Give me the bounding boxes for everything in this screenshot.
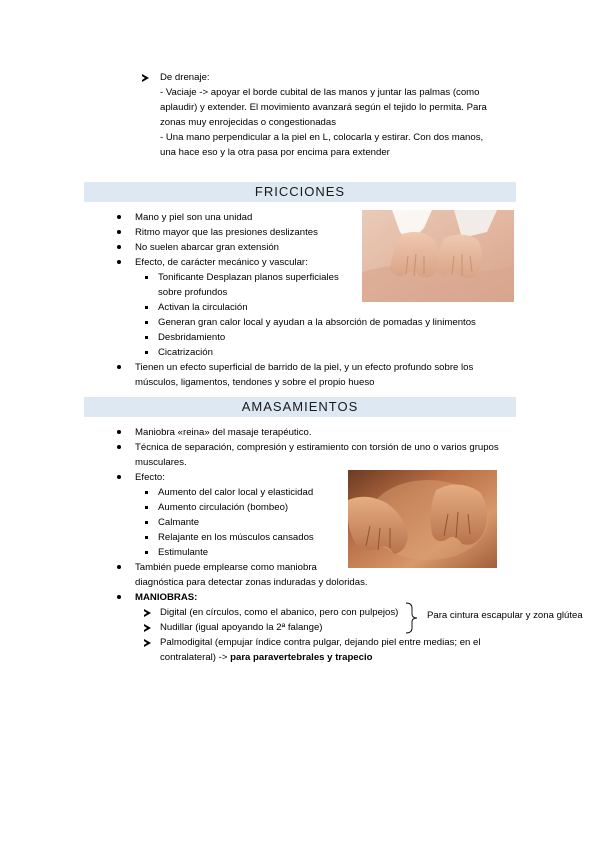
list-item: musculares. [135, 457, 187, 468]
bullet-icon [117, 475, 121, 479]
brace-note: Para cintura escapular y zona glútea [427, 610, 583, 621]
list-item: diagnóstica para detectar zonas induradas y doloridas. [135, 577, 368, 588]
list-item: Mano y piel son una unidad [135, 212, 253, 223]
bullet-icon [117, 565, 121, 569]
square-bullet-icon [145, 491, 148, 494]
square-bullet-icon [145, 536, 148, 539]
drenaje-line: - Una mano perpendicular a la piel en L, colocarla y estirar. Con dos manos, [160, 132, 484, 143]
bullet-icon [117, 245, 121, 249]
list-item: Relajante en los músculos cansados [158, 532, 314, 543]
drenaje-title: De drenaje: [160, 72, 210, 83]
list-item: También puede emplearse como maniobra [135, 562, 317, 573]
list-item: Calmante [158, 517, 200, 528]
bullet-icon [117, 215, 121, 219]
list-item: Ritmo mayor que las presiones deslizantes [135, 227, 318, 238]
square-bullet-icon [145, 336, 148, 339]
square-bullet-icon [145, 506, 148, 509]
arrow-bullet-icon [144, 639, 151, 647]
list-item: Técnica de separación, compresión y estiramiento con torsión de uno o varios grupos [135, 442, 499, 453]
list-item: Generan gran calor local y ayudan a la absorción de pomadas y linimentos [158, 317, 476, 328]
list-item: Tonificante Desplazan planos superficiales [158, 272, 339, 283]
bullet-icon [117, 365, 121, 369]
list-item: Desbridamiento [158, 332, 226, 343]
square-bullet-icon [145, 551, 148, 554]
list-item: Maniobra «reina» del masaje terapéutico. [135, 427, 312, 438]
list-item: Tienen un efecto superficial de barrido de la piel, y un efecto profundo sobre los [135, 362, 474, 373]
bullet-icon [117, 230, 121, 234]
arrow-bullet-icon [144, 609, 151, 617]
arrow-bullet-icon [142, 74, 149, 82]
list-item: Aumento circulación (bombeo) [158, 502, 289, 513]
list-item: Efecto, de carácter mecánico y vascular: [135, 257, 308, 268]
list-item: Efecto: [135, 472, 165, 483]
drenaje-line: zonas muy enrojecidas o congestionadas [160, 117, 336, 128]
massage-photo-amasamientos [348, 470, 497, 568]
brace-icon [404, 602, 418, 634]
maniobras-label: MANIOBRAS: [135, 592, 198, 603]
amasamientos-heading: AMASAMIENTOS [84, 397, 516, 417]
arrow-bullet-icon [144, 624, 151, 632]
list-item: sobre profundos [158, 287, 228, 298]
list-item: Activan la circulación [158, 302, 248, 313]
list-item: Cicatrización [158, 347, 213, 358]
list-item: Aumento del calor local y elasticidad [158, 487, 314, 498]
fricciones-heading: FRICCIONES [84, 182, 516, 202]
massage-photo-fricciones [362, 210, 514, 302]
maniobras-bold-text: para paravertebrales y trapecio [230, 652, 373, 663]
drenaje-line: una hace eso y la otra pasa por encima para extender [160, 147, 390, 158]
bullet-icon [117, 430, 121, 434]
square-bullet-icon [145, 321, 148, 324]
bullet-icon [117, 445, 121, 449]
square-bullet-icon [145, 306, 148, 309]
drenaje-line: aplaudir) y extender. El movimiento avanzará según el tejido lo permita. Para [160, 102, 487, 113]
list-item: Nudillar (igual apoyando la 2ª falange) [160, 622, 323, 633]
bullet-icon [117, 260, 121, 264]
list-item: músculos, ligamentos, tendones y sobre el propio hueso [135, 377, 375, 388]
list-item: Estimulante [158, 547, 209, 558]
list-item: Digital (en círculos, como el abanico, pero con pulpejos) [160, 607, 399, 618]
list-item [160, 650, 373, 665]
bullet-icon [117, 595, 121, 599]
square-bullet-icon [145, 521, 148, 524]
drenaje-line: - Vaciaje -> apoyar el borde cubital de las manos y juntar las palmas (como [160, 87, 480, 98]
maniobras-line-text: contralateral) -> [160, 652, 228, 663]
square-bullet-icon [145, 351, 148, 354]
square-bullet-icon [145, 276, 148, 279]
list-item: Palmodigital (empujar índice contra pulgar, dejando piel entre medias; en el [160, 637, 481, 648]
list-item: No suelen abarcar gran extensión [135, 242, 279, 253]
